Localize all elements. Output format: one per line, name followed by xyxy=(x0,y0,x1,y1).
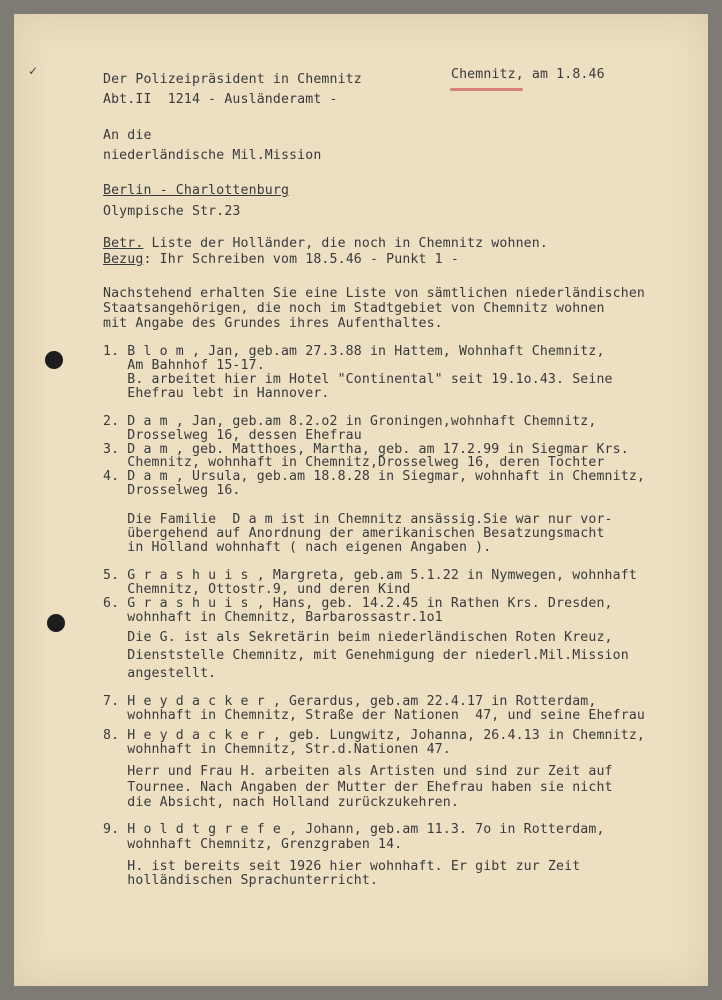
entry-line: Ehefrau lebt in Hannover. xyxy=(103,386,330,401)
punch-hole-bottom xyxy=(47,614,65,632)
entry-line: wohnhaft in Chemnitz, Str.d.Nationen 47. xyxy=(103,742,451,757)
entry-line: Drosselweg 16. xyxy=(103,483,241,498)
note-line: in Holland wohnhaft ( nach eigenen Angaben ). xyxy=(103,540,492,555)
intro-line: Staatsangehörigen, die noch im Stadtgebiet von Chemnitz wohnen xyxy=(103,301,605,316)
entry-line: wohnhaft in Chemnitz, Barbarossastr.1o1 xyxy=(103,610,443,625)
recipient-line-1: An die xyxy=(103,128,152,143)
entry-line: Chemnitz, Ottostr.9, und deren Kind xyxy=(103,582,411,597)
entry-line: wohnhaft Chemnitz, Grenzgraben 14. xyxy=(103,837,403,852)
intro-line: Nachstehend erhalten Sie eine Liste von sämtlichen niederländischen xyxy=(103,286,645,301)
recipient-city: Berlin - Charlottenburg xyxy=(103,183,290,198)
entry-line: Chemnitz, wohnhaft in Chemnitz,Drosselweg 16, deren Tochter xyxy=(103,455,605,470)
entry-line: 6. G r a s h u i s , Hans, geb. 14.2.45 in Rathen Krs. Dresden, xyxy=(103,596,613,611)
bezug-label: Bezug xyxy=(103,252,144,267)
entry-line: 4. D a m , Ursula, geb.am 18.8.28 in Siegmar, wohnhaft in Chemnitz, xyxy=(103,469,645,484)
note-line: holländischen Sprachunterricht. xyxy=(103,873,379,888)
note-line: die Absicht, nach Holland zurückzukehren. xyxy=(103,795,459,810)
note-line: Die Familie D a m ist in Chemnitz ansässig.Sie war nur vor- xyxy=(103,512,613,527)
betr-label: Betr. xyxy=(103,236,144,251)
entry-line: wohnhaft in Chemnitz, Straße der Nationen 47, und seine Ehefrau xyxy=(103,708,645,723)
entry-line: 8. H e y d a c k e r , geb. Lungwitz, Johanna, 26.4.13 in Chemnitz, xyxy=(103,728,645,743)
subject-betr xyxy=(103,236,548,252)
sender-line-2: Abt.II 1214 - Ausländeramt - xyxy=(103,92,338,107)
entry-line: B. arbeitet hier im Hotel "Continental" seit 19.1o.43. Seine xyxy=(103,372,613,387)
entry-line: 1. B l o m , Jan, geb.am 27.3.88 in Hattem, Wohnhaft Chemnitz, xyxy=(103,344,605,359)
note-line: Herr und Frau H. arbeiten als Artisten und sind zur Zeit auf xyxy=(103,764,613,779)
punch-hole-top xyxy=(45,351,63,369)
bezug-text: : Ihr Schreiben vom 18.5.46 - Punkt 1 - xyxy=(143,252,459,267)
entry-line: Drosselweg 16, dessen Ehefrau xyxy=(103,428,362,443)
pencil-mark: ✓ xyxy=(28,64,39,78)
intro-line: mit Angabe des Grundes ihres Aufenthaltes. xyxy=(103,316,443,331)
entry-line: 7. H e y d a c k e r , Gerardus, geb.am 22.4.17 in Rotterdam, xyxy=(103,694,597,709)
recipient-line-2: niederländische Mil.Mission xyxy=(103,148,322,163)
red-underline-mark xyxy=(450,88,523,91)
note-line: Tournee. Nach Angaben der Mutter der Ehefrau haben sie nicht xyxy=(103,780,613,795)
entry-line: 5. G r a s h u i s , Margreta, geb.am 5.1.22 in Nymwegen, wohnhaft xyxy=(103,568,637,583)
betr-text: Liste der Holländer, die noch in Chemnitz wohnen. xyxy=(143,236,548,251)
entry-line: 9. H o l d t g r e f e , Johann, geb.am 11.3. 7o in Rotterdam, xyxy=(103,822,605,837)
note-line: Dienststelle Chemnitz, mit Genehmigung der niederl.Mil.Mission xyxy=(103,648,629,663)
entry-line: 2. D a m , Jan, geb.am 8.2.o2 in Groningen,wohnhaft Chemnitz, xyxy=(103,414,597,429)
note-line: H. ist bereits seit 1926 hier wohnhaft. Er gibt zur Zeit xyxy=(103,859,581,874)
subject-bezug xyxy=(103,252,459,268)
recipient-street: Olympische Str.23 xyxy=(103,204,241,219)
entry-line: 3. D a m , geb. Matthoes, Martha, geb. am 17.2.99 in Siegmar Krs. xyxy=(103,442,629,457)
note-line: angestellt. xyxy=(103,666,217,681)
note-line: übergehend auf Anordnung der amerikanischen Besatzungsmacht xyxy=(103,526,605,541)
place-date: Chemnitz, am 1.8.46 xyxy=(451,67,605,82)
sender-line-1: Der Polizeipräsident in Chemnitz xyxy=(103,72,362,87)
entry-line: Am Bahnhof 15-17. xyxy=(103,358,265,373)
note-line: Die G. ist als Sekretärin beim niederländischen Roten Kreuz, xyxy=(103,630,613,645)
